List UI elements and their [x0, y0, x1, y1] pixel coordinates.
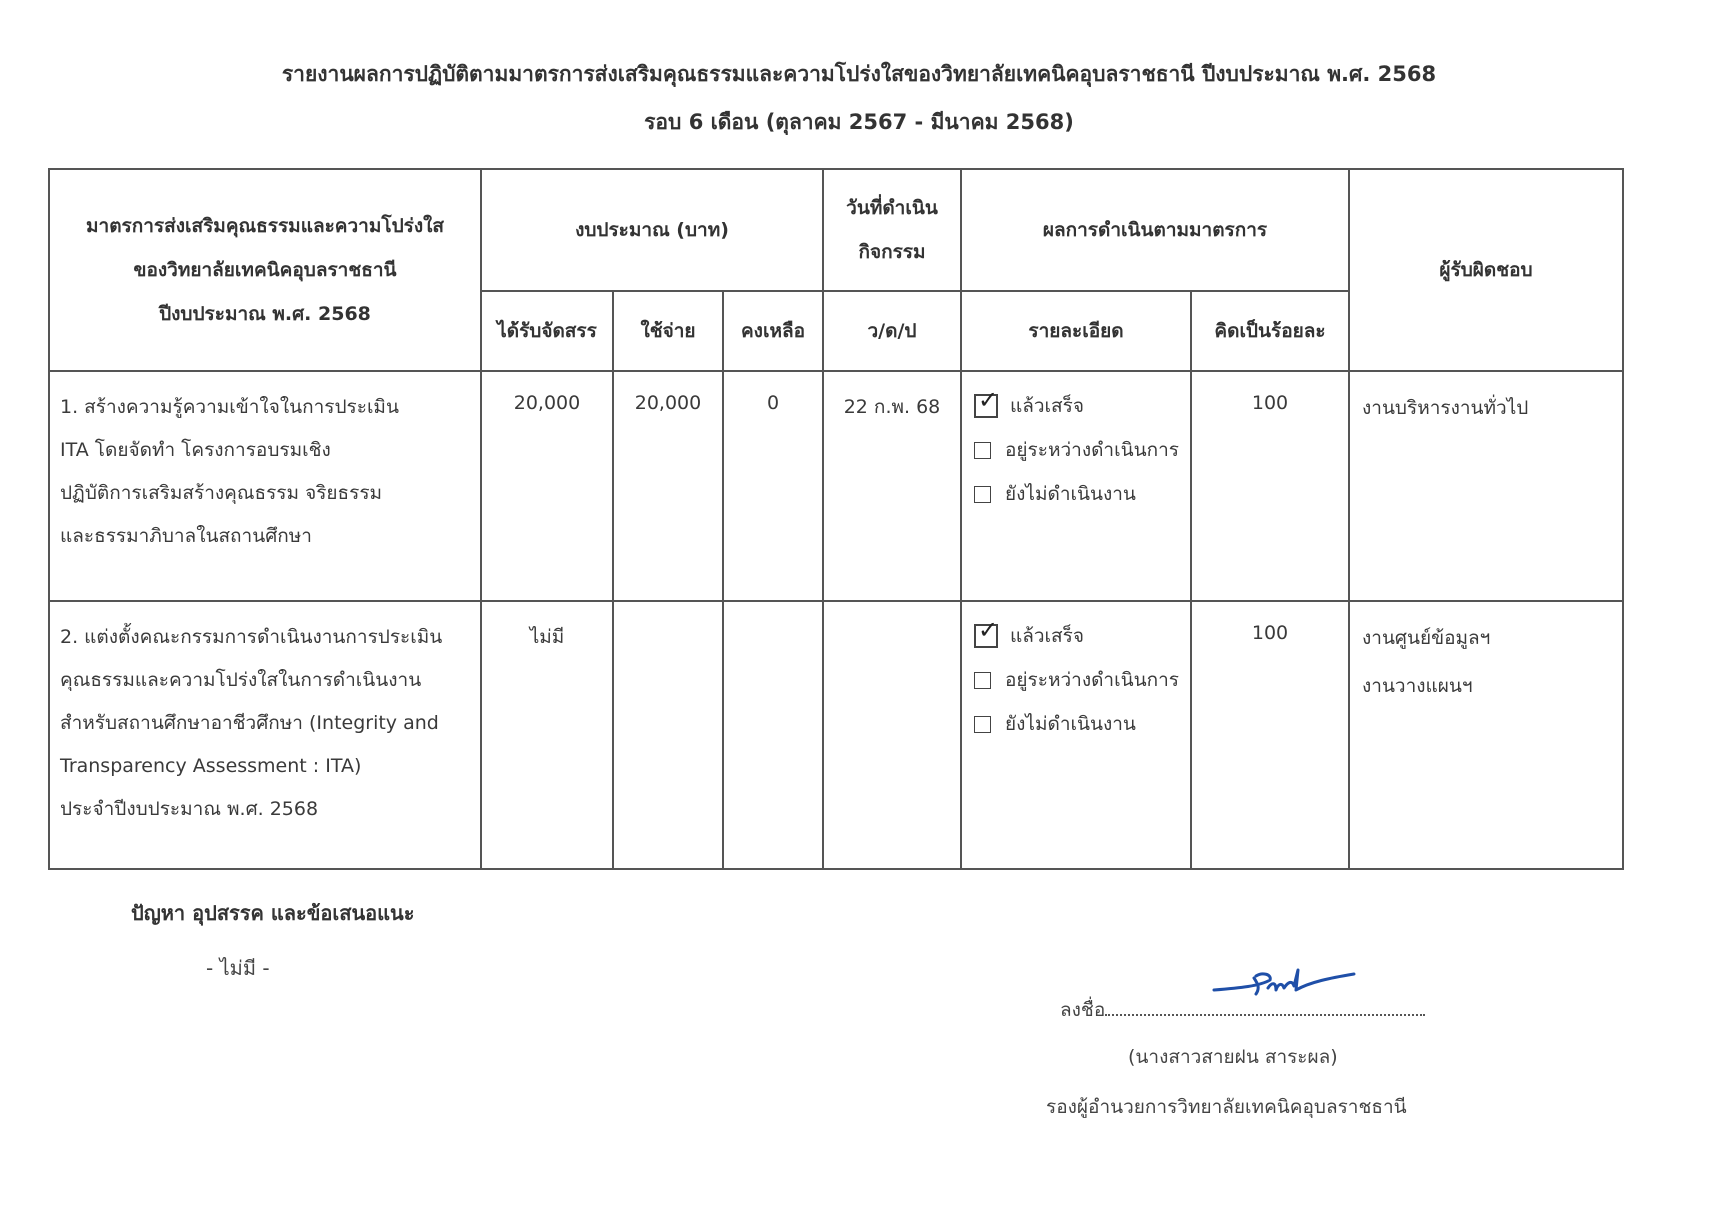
- signature-line: ลงชื่อ: [1060, 995, 1425, 1025]
- allocated-cell: ไม่มี: [481, 601, 613, 869]
- table-row: [49, 371, 1623, 601]
- header-responsible: ผู้รับผิดชอบ: [1349, 169, 1623, 371]
- status-option[interactable]: ✓ แล้วเสร็จ: [970, 614, 1182, 658]
- problems-text: - ไม่มี -: [206, 956, 270, 980]
- checkbox-icon: [974, 486, 991, 503]
- header-result: ผลการดำเนินตามมาตรการ: [961, 169, 1349, 291]
- spent-cell: [613, 601, 723, 869]
- remaining-cell: 0: [723, 371, 823, 601]
- checkbox-icon: [974, 442, 991, 459]
- checkbox-icon: [974, 672, 991, 689]
- signer-position: รองผู้อำนวยการวิทยาลัยเทคนิคอุบลราชธานี: [1046, 1096, 1407, 1118]
- responsible-cell: งานบริหารงานทั่วไป: [1349, 371, 1623, 601]
- header-allocated: ได้รับจัดสรร: [481, 291, 613, 371]
- report-period: รอบ 6 เดือน (ตุลาคม 2567 - มีนาคม 2568): [644, 110, 1074, 134]
- status-cell: [961, 601, 1191, 869]
- percent-cell: 100: [1191, 601, 1349, 869]
- header-detail: รายละเอียด: [961, 291, 1191, 371]
- checked-box-icon: [974, 624, 998, 648]
- checkbox-icon: [974, 716, 991, 733]
- header-spent: ใช้จ่าย: [613, 291, 723, 371]
- header-budget: งบประมาณ (บาท): [481, 169, 823, 291]
- measure-cell: 2. แต่งตั้งคณะกรรมการดำเนินงานการประเมิน คุณธรรมและความโปร่งใสในการดำเนินงาน สำหรับสถานศึกษาอาชีวศึกษา (Integrity and Transparency Assessment : ITA) ประจำปีงบประมาณ พ.ศ. 2568: [49, 601, 481, 869]
- report-title: รายงานผลการปฏิบัติตามมาตรการส่งเสริมคุณธรรมและความโปร่งใสของวิทยาลัยเทคนิคอุบลราชธานี ปีงบประมาณ พ.ศ. 2568: [281, 62, 1437, 86]
- status-option[interactable]: อยู่ระหว่างดำเนินการ: [970, 428, 1182, 472]
- percent-cell: 100: [1191, 371, 1349, 601]
- measure-cell: 1. สร้างความรู้ความเข้าใจในการประเมิน ITA โดยจัดทำ โครงการอบรมเชิง ปฏิบัติการเสริมสร้างคุณธรรม จริยธรรม และธรรมาภิบาลในสถานศึกษา: [49, 371, 481, 601]
- status-option[interactable]: ✓ แล้วเสร็จ: [970, 384, 1182, 428]
- problems-heading: ปัญหา อุปสรรค และข้อเสนอแนะ: [131, 901, 415, 925]
- header-measure: มาตรการส่งเสริมคุณธรรมและความโปร่งใส ของวิทยาลัยเทคนิคอุบลราชธานี ปีงบประมาณ พ.ศ. 2568: [49, 169, 481, 371]
- checked-box-icon: [974, 394, 998, 418]
- header-date-format: ว/ด/ป: [823, 291, 961, 371]
- signer-name: (นางสาวสายฝน สาระผล): [1128, 1046, 1338, 1068]
- header-percent: คิดเป็นร้อยละ: [1191, 291, 1349, 371]
- report-table: [48, 168, 1624, 870]
- date-cell: 22 ก.พ. 68: [823, 371, 961, 601]
- header-date: วันที่ดำเนิน กิจกรรม: [823, 169, 961, 291]
- header-remaining: คงเหลือ: [723, 291, 823, 371]
- status-option[interactable]: อยู่ระหว่างดำเนินการ: [970, 658, 1182, 702]
- date-cell: [823, 601, 961, 869]
- allocated-cell: 20,000: [481, 371, 613, 601]
- remaining-cell: [723, 601, 823, 869]
- status-option[interactable]: ยังไม่ดำเนินงาน: [970, 472, 1182, 516]
- spent-cell: 20,000: [613, 371, 723, 601]
- status-cell: [961, 371, 1191, 601]
- status-option[interactable]: ยังไม่ดำเนินงาน: [970, 702, 1182, 746]
- responsible-cell: งานศูนย์ข้อมูลฯ งานวางแผนฯ: [1349, 601, 1623, 869]
- table-row: [49, 601, 1623, 869]
